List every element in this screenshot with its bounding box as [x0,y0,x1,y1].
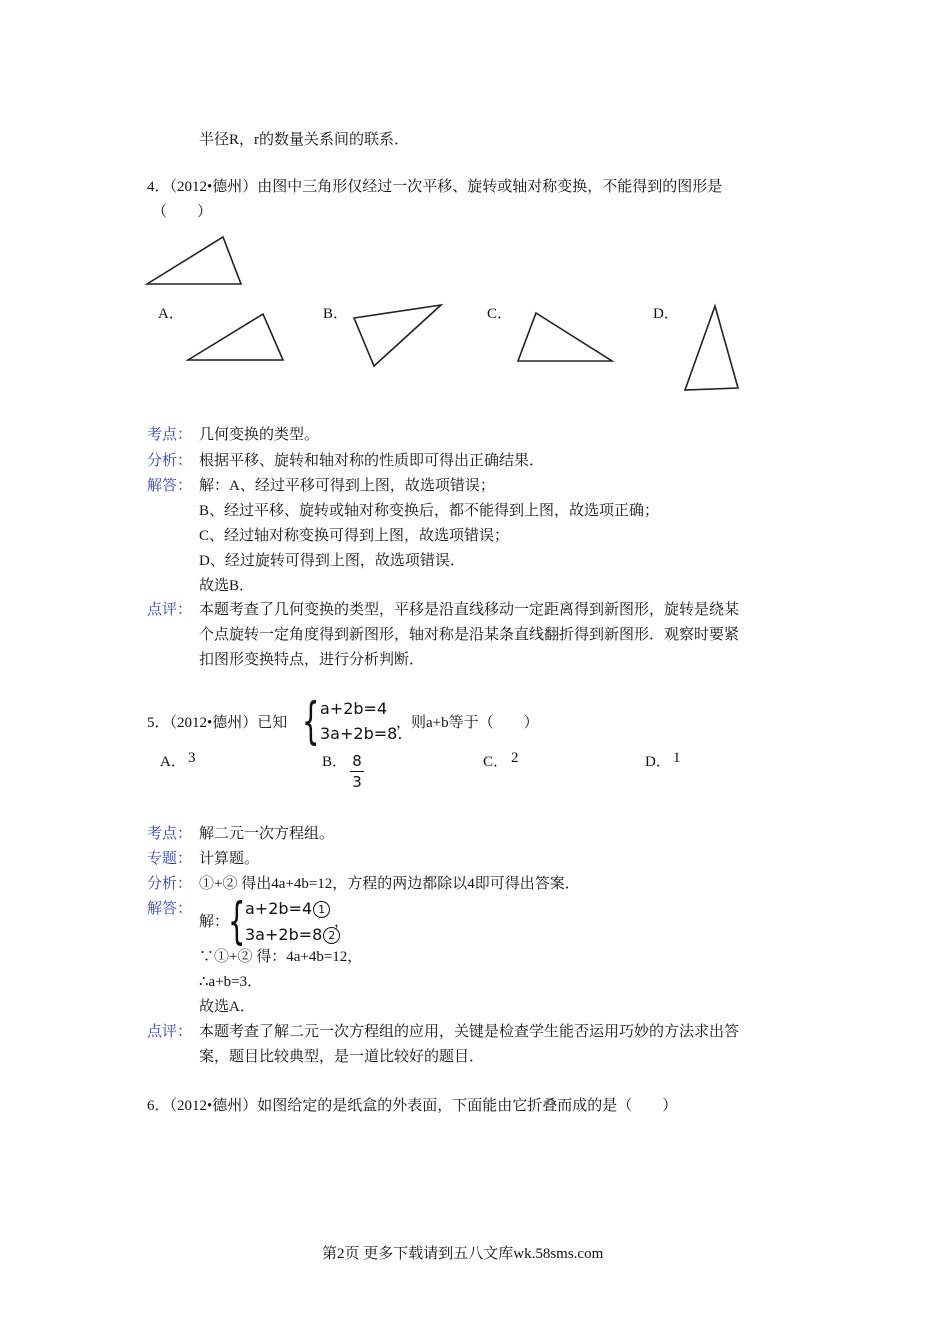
q5-jie: 解： [199,914,230,930]
q5-eq1: a+2b=4 [320,699,388,718]
q6-title: 6．（2012•德州）如图给定的是纸盒的外表面，下面能由它折叠而成的是（ ） [147,1098,678,1114]
page-footer: 第2页 更多下载请到五八文库wk.58sms.com [322,1246,604,1262]
q4-jieda-line: C、经过轴对称变换可得到上图，故选项错误； [199,528,510,544]
q5-suffix: ，则a+b等于（ ） [396,715,539,731]
q4-original-triangle [147,237,241,284]
q4-dianping-line: 个点旋转一定角度得到新图形，轴对称是沿某条直线翻折得到新图形．观察时要紧 [199,627,740,643]
q4-jieda-line: 解：A、经过平移可得到上图，故选项错误； [199,478,495,494]
q4-option-b-triangle [354,305,441,366]
circled-two-mark: 2 [323,927,340,944]
q5-zhuanti: 计算题。 [199,851,260,867]
circled-one-mark: 1 [313,901,330,918]
q5-fenxi-label: 分析： [147,876,193,892]
q4-kaodian-label: 考点： [147,427,193,443]
q4-jieda-line: 故选B． [199,578,255,594]
q4-jieda-line: D、经过旋转可得到上图，故选项错误． [199,553,465,569]
fraction-bar [350,771,364,772]
q4-fenxi: 根据平移、旋转和轴对称的性质即可得出正确结果． [199,453,545,469]
q4-dianping-line: 本题考查了几何变换的类型，平移是沿直线移动一定距离得到新图形，旋转是绕某 [199,602,740,618]
q4-jieda-label: 解答： [147,478,193,494]
q4-option-c-triangle [518,313,612,361]
q5-kaodian-label: 考点： [147,826,193,842]
q4-option-b-label: B． [323,306,349,322]
q4-kaodian: 几何变换的类型。 [199,427,320,443]
q5-step: ∵①+② 得：4a+4b=12， [199,949,363,965]
q5-brace: { [302,692,320,750]
q4-paren: （ ） [152,204,213,220]
q5-step: 故选A． [199,999,255,1015]
q5-option-d-label: D． [645,754,671,770]
q5-option-a-label: A． [160,754,186,770]
q5-option-b-label: B． [322,754,348,770]
q4-dianping-line: 扣图形变换特点，进行分析判断． [199,652,425,668]
q5-zhuanti-label: 专题： [147,851,193,867]
q4-option-a-triangle [188,314,283,360]
q5-sys-comma: ， [334,914,350,930]
sys-eq2-text: 3a+2b=8 [245,925,323,944]
q5-prefix: 5．（2012•德州）已知 [147,715,288,731]
q4-dianping-label: 点评： [147,602,193,618]
q4-option-a-label: A． [158,306,184,322]
top-line: 半径R，r的数量关系间的联系． [199,132,410,148]
q5-solution-brace: { [228,892,246,950]
q4-option-d-triangle [685,306,738,390]
q5-option-c-value: 2 [511,750,519,766]
q4-jieda-line: B、经过平移、旋转或轴对称变换后，都不能得到上图，故选项正确； [199,503,660,519]
q5-kaodian: 解二元一次方程组。 [199,826,335,842]
q4-option-d-label: D． [653,306,679,322]
fraction-denominator: 3 [352,773,362,791]
q5-option-d-value: 1 [673,750,681,766]
q5-sys-eq1 [245,899,330,918]
q5-dianping-label: 点评： [147,1024,193,1040]
q5-option-a-value: 3 [188,750,196,766]
q5-jieda-label: 解答： [147,901,193,917]
q5-step: ∴a+b=3． [199,974,263,990]
q5-dianping-line: 本题考查了解二元一次方程组的应用，关键是检查学生能否运用巧妙的方法求出答 [199,1024,740,1040]
q4-figures [0,0,950,420]
q4-option-c-label: C． [487,306,513,322]
q4-title: 4．（2012•德州）由图中三角形仅经过一次平移、旋转或轴对称变换，不能得到的图形是 [147,179,723,195]
q4-fenxi-label: 分析： [147,453,193,469]
q5-option-b-fraction [350,752,364,791]
q5-eq2: 3a+2b=8. [320,724,403,743]
sys-eq1-text: a+2b=4 [245,899,313,918]
q5-sys-eq2 [245,925,340,944]
q5-dianping-line: 案，题目比较典型，是一道比较好的题目． [199,1049,485,1065]
fraction-numerator: 8 [352,752,362,770]
q5-fenxi: ①+② 得出4a+4b=12，方程的两边都除以4即可得出答案． [199,876,580,892]
q5-option-c-label: C． [483,754,509,770]
